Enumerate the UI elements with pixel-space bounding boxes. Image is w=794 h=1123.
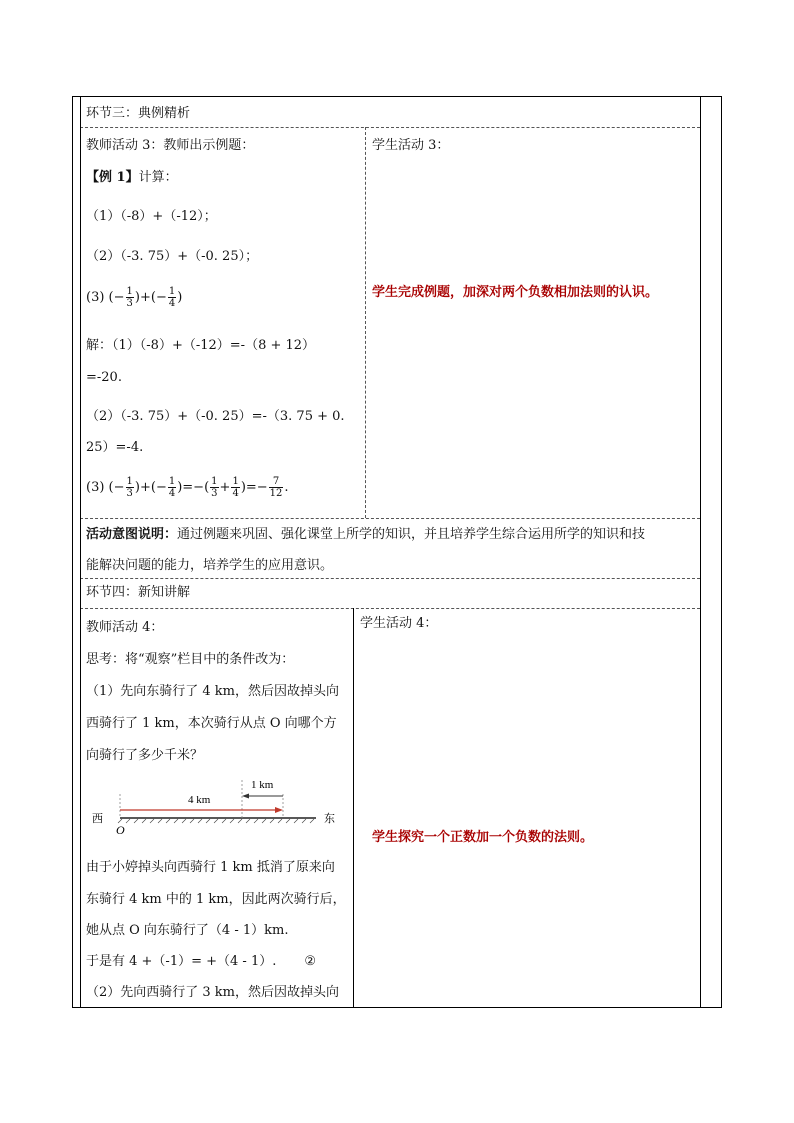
solution-3-prefix: (3) — [86, 480, 105, 495]
solution-prefix: 解： — [86, 338, 113, 353]
example-task: 计算： — [138, 170, 178, 185]
solution-1a — [86, 338, 315, 354]
label-1km: 1 km — [251, 779, 274, 791]
denominator: 3 — [211, 488, 218, 499]
explanation-4 — [86, 954, 316, 970]
ground-hatching — [118, 819, 314, 823]
numerator: 1 — [211, 476, 218, 487]
denominator: 3 — [126, 298, 133, 309]
fraction — [269, 476, 284, 499]
problem-1c: 向骑行了多少千米？ — [86, 748, 204, 763]
label-4km: 4 km — [188, 794, 211, 806]
problem-1b: 西骑行了 1 km，本次骑行从点 O 向哪个方 — [86, 716, 337, 731]
column-divider — [365, 127, 366, 518]
section-header: 环节三：典例精析 — [86, 106, 191, 121]
numerator: 1 — [126, 286, 133, 297]
explanation-3: 她从点 O 向东骑行了（4 - 1）km. — [86, 923, 289, 938]
east-arrow-head — [275, 807, 283, 813]
denominator: 12 — [269, 488, 283, 499]
question-2: （2）（-3. 75）+（-0. 25）； — [86, 249, 259, 264]
problem-1a: （1）先向东骑行了 4 km，然后因故掉头向 — [86, 684, 340, 699]
student-note: 学生探究一个正数加一个负数的法则。 — [372, 830, 594, 845]
teacher-activity-title: 教师活动 4： — [86, 620, 164, 635]
divider — [80, 608, 700, 609]
equation-text: 于是有 4 +（-1）= +（4 - 1）. — [86, 954, 277, 969]
numerator: 1 — [168, 286, 176, 297]
numerator: 1 — [232, 476, 239, 487]
student-activity-title: 学生活动 3： — [372, 138, 450, 153]
intent-line-2: 能解决问题的能力，培养学生的应用意识。 — [86, 558, 334, 573]
solution-2a: （2）（-3. 75）+（-0. 25）=-（3. 75 + 0. — [86, 409, 345, 424]
solution-3: (3) (− $\frac{1}{3}$ )+(− $\frac{1}{4}$ )=−( $\frac{1}{3}$ + $\frac{1}{4}$ )=− $\frac{7}{12}$ . — [86, 476, 289, 499]
divider — [80, 518, 700, 519]
numerator: 1 — [168, 476, 176, 487]
fraction — [168, 286, 176, 309]
solution-2b: 25）=-4. — [86, 440, 144, 455]
question-3: (3) (− $\frac{1}{3}$ )+(− $\frac{1}{4}$ ) — [86, 286, 183, 309]
denominator: 4 — [168, 488, 176, 499]
number-line-diagram — [88, 774, 348, 838]
right-border-line — [700, 96, 701, 1008]
equation-mark: ② — [304, 954, 316, 969]
fraction — [210, 476, 218, 499]
fraction — [126, 476, 134, 499]
think-line: 思考：将“观察”栏目中的条件改为： — [86, 652, 295, 667]
solution-1-text: （1）（-8）+（-12）=-（8 + 12） — [112, 338, 316, 353]
problem-2a: （2）先向西骑行了 3 km，然后因故掉头向 — [86, 985, 340, 1000]
denominator: 3 — [126, 488, 133, 499]
label-origin: O — [116, 823, 125, 837]
column-divider — [353, 608, 354, 1008]
student-activity-title: 学生活动 4： — [360, 616, 438, 631]
divider — [80, 578, 700, 579]
denominator: 4 — [168, 298, 176, 309]
student-note: 学生完成例题，加深对两个负数相加法则的认识。 — [372, 285, 659, 300]
section-header: 环节四：新知讲解 — [86, 585, 191, 600]
left-inner-line — [80, 96, 81, 1008]
fraction — [168, 476, 176, 499]
intent-text: 通过例题来巩固、强化课堂上所学的知识，并且培养学生综合运用所学的知识和技 — [177, 527, 646, 542]
west-arrow-head — [242, 794, 249, 799]
denominator: 4 — [232, 488, 239, 499]
divider — [80, 127, 700, 128]
fraction — [126, 286, 134, 309]
label-west: 西 — [92, 812, 103, 825]
intent-label: 活动意图说明： — [86, 527, 178, 542]
question-1: （1）（-8）+（-12）； — [86, 209, 217, 224]
fraction — [231, 476, 239, 499]
question-3-prefix: (3) — [86, 290, 105, 305]
explanation-2: 东骑行 4 km 中的 1 km，因此两次骑行后， — [86, 892, 346, 907]
example-tag: 【例 1】 — [86, 170, 139, 185]
solution-1b: =-20. — [86, 370, 122, 385]
numerator: 1 — [126, 476, 133, 487]
intent-line-1 — [86, 527, 645, 543]
teacher-activity-title: 教师活动 3：教师出示例题： — [86, 138, 255, 153]
example-line — [86, 170, 178, 186]
explanation-1: 由于小婷掉头向西骑行 1 km 抵消了原来向 — [86, 860, 335, 875]
numerator: 7 — [269, 476, 284, 488]
label-east: 东 — [324, 812, 335, 825]
